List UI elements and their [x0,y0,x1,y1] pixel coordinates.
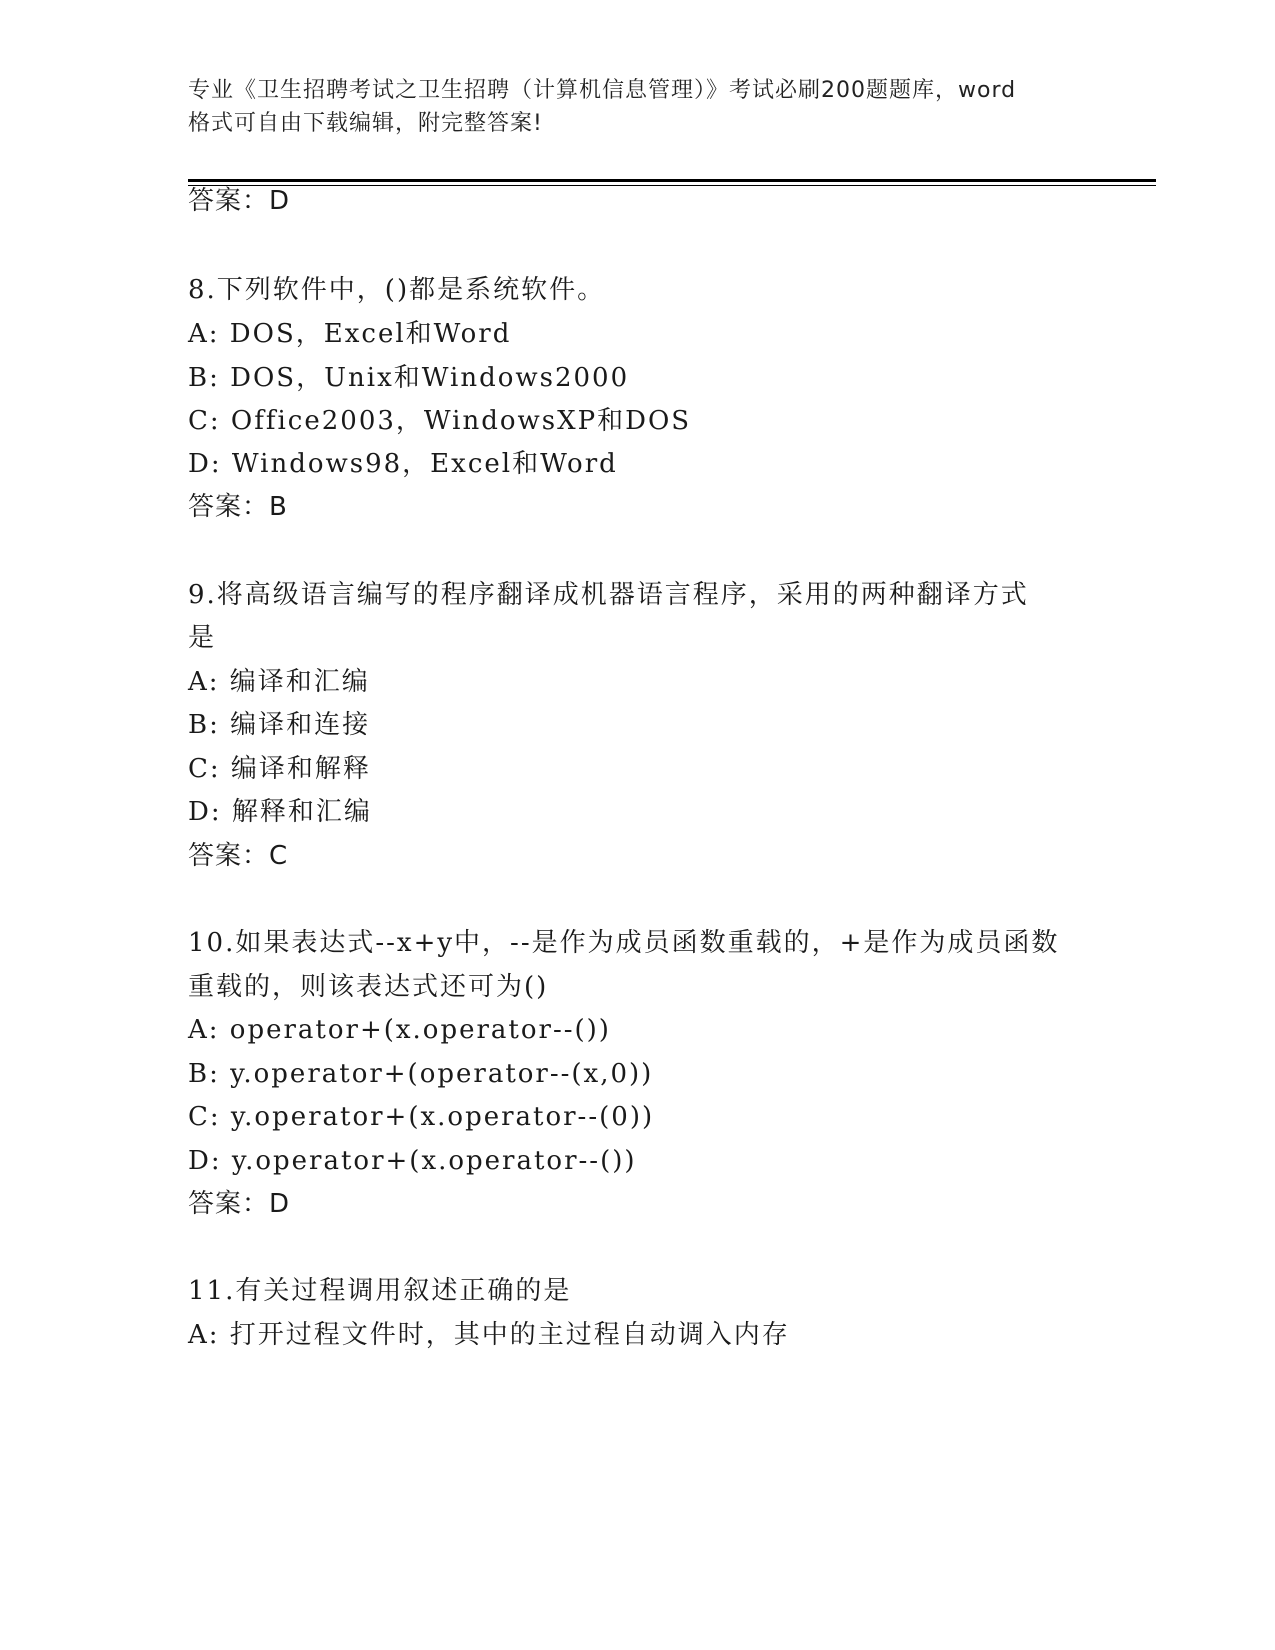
header-rule-thick [188,179,1156,182]
question-line: 11.有关过程调用叙述正确的是 [188,1276,572,1306]
option-line: A: 编译和汇编 [188,667,370,697]
option-line: D: Windows98，Excel和Word [188,449,618,479]
header-rule-thin [188,185,1156,186]
option-line: A: DOS，Excel和Word [188,319,512,349]
option-line: C: Office2003，WindowsXP和DOS [188,406,692,436]
answer-line: 答案：C [188,841,289,871]
question-line: 10.如果表达式--x+y中，--是作为成员函数重载的，+是作为成员函数 [188,928,1060,958]
option-line: D: 解释和汇编 [188,797,372,827]
answer-line: 答案：D [188,1189,291,1219]
question-line: 是 [188,623,217,653]
header-line-2: 格式可自由下载编辑，附完整答案! [188,111,543,136]
option-line: B: DOS，Unix和Windows2000 [188,363,630,393]
option-line: B: 编译和连接 [188,710,371,740]
question-line: 重载的，则该表达式还可为() [188,972,549,1002]
answer-line: 答案：B [188,492,288,522]
option-line: A: 打开过程文件时，其中的主过程自动调入内存 [188,1320,790,1350]
option-line: B: y.operator+(operator--(x,0)) [188,1059,654,1089]
question-line: 9.将高级语言编写的程序翻译成机器语言程序，采用的两种翻译方式 [188,580,1029,610]
document-header [188,74,1088,140]
option-line: C: y.operator+(x.operator--(0)) [188,1102,655,1132]
answer-line: 答案：D [188,186,291,216]
option-line: D: y.operator+(x.operator--()) [188,1146,637,1176]
option-line: C: 编译和解释 [188,754,371,784]
header-line-1: 专业《卫生招聘考试之卫生招聘（计算机信息管理）》考试必刷200题题库，word [188,78,1017,103]
question-line: 8.下列软件中，()都是系统软件。 [188,275,606,305]
option-line: A: operator+(x.operator--()) [188,1015,611,1045]
